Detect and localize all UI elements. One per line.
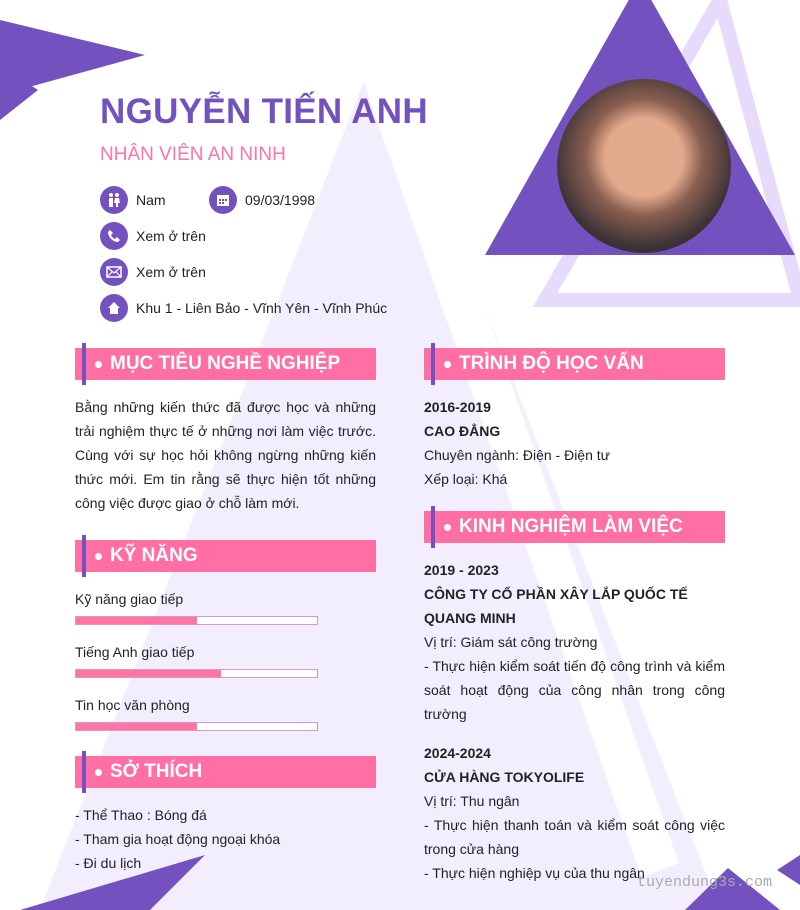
skill-bar xyxy=(75,616,318,625)
email-row xyxy=(100,258,206,286)
section-title: KỸ NĂNG xyxy=(110,545,198,566)
job-task: - Thực hiện nghiệp vụ của thu ngân xyxy=(424,865,645,881)
skill-label: Tin học văn phòng xyxy=(75,697,190,713)
profile-photo xyxy=(557,79,731,253)
address-row xyxy=(100,294,387,322)
gender-icon xyxy=(100,186,128,214)
phone-value: Xem ở trên xyxy=(136,228,206,244)
gender-value: Nam xyxy=(136,192,166,208)
education-period: 2016-2019 xyxy=(424,399,491,415)
objective-text: Bằng những kiến thức đã được học và những trải nghiệm thực tế ở những nơi làm việc trước. Cùng với sự học hỏi không ngừng những kiến thức mới. Em tin rằng sẽ thực hiện tốt những công việc được giao ở chỗ làm mới. xyxy=(75,399,376,511)
section-experience-header xyxy=(424,511,725,543)
hobby-item: - Tham gia hoạt động ngoại khóa xyxy=(75,831,281,847)
skill-bar xyxy=(75,669,318,678)
hobbies-list xyxy=(75,803,280,875)
candidate-name: NGUYỄN TIẾN ANH xyxy=(100,92,428,131)
watermark: tuyendung3s.com xyxy=(636,874,772,891)
phone-icon xyxy=(100,222,128,250)
experience-list xyxy=(424,558,725,885)
bullet-icon xyxy=(444,361,451,368)
job-period: 2019 - 2023 xyxy=(424,562,499,578)
education-entry xyxy=(424,395,725,491)
section-hobbies-header xyxy=(75,756,376,788)
calendar-icon xyxy=(209,186,237,214)
hobby-item: - Đi du lịch xyxy=(75,855,142,871)
education-rank: Xếp loại: Khá xyxy=(424,471,508,487)
job-company: CỬA HÀNG TOKYOLIFE xyxy=(424,769,585,785)
job-title: NHÂN VIÊN AN NINH xyxy=(100,144,286,165)
bullet-icon xyxy=(444,524,451,531)
gender-row xyxy=(100,186,166,214)
bullet-icon xyxy=(95,361,102,368)
section-skills-header xyxy=(75,540,376,572)
address-value: Khu 1 - Liên Bảo - Vĩnh Yên - Vĩnh Phúc xyxy=(136,300,388,316)
dob-row xyxy=(209,186,315,214)
job-period: 2024-2024 xyxy=(424,745,491,761)
section-education-header xyxy=(424,348,725,380)
dob-value: 09/03/1998 xyxy=(245,192,316,208)
section-title: TRÌNH ĐỘ HỌC VẤN xyxy=(459,353,644,374)
bullet-icon xyxy=(95,553,102,560)
job-task: - Thực hiện thanh toán và kiểm soát công việc trong cửa hàng xyxy=(424,817,725,857)
section-objective-header xyxy=(75,348,376,380)
hobby-item: - Thể Thao : Bóng đá xyxy=(75,807,207,823)
job-position: Vị trí: Giám sát công trường xyxy=(424,634,598,650)
education-major: Chuyên ngành: Điện - Điện tư xyxy=(424,447,611,463)
bullet-icon xyxy=(95,769,102,776)
section-title: MỤC TIÊU NGHỀ NGHIỆP xyxy=(110,353,341,374)
job-position: Vị trí: Thu ngân xyxy=(424,793,520,809)
skill-label: Kỹ năng giao tiếp xyxy=(75,591,184,607)
envelope-icon xyxy=(100,258,128,286)
email-value: Xem ở trên xyxy=(136,264,206,280)
section-title: SỞ THÍCH xyxy=(110,761,203,782)
phone-row xyxy=(100,222,206,250)
skill-bar xyxy=(75,722,318,731)
skill-label: Tiếng Anh giao tiếp xyxy=(75,644,195,660)
job-company: CÔNG TY CỔ PHẦN XÂY LẮP QUỐC TẾ QUANG MINH xyxy=(424,586,688,626)
home-icon xyxy=(100,294,128,322)
section-title: KINH NGHIỆM LÀM VIỆC xyxy=(459,516,683,537)
job-task: - Thực hiện kiểm soát tiến độ công trình và kiểm soát hoạt động của công nhân trong công trường xyxy=(424,658,725,722)
education-degree: CAO ĐẲNG xyxy=(424,423,501,439)
